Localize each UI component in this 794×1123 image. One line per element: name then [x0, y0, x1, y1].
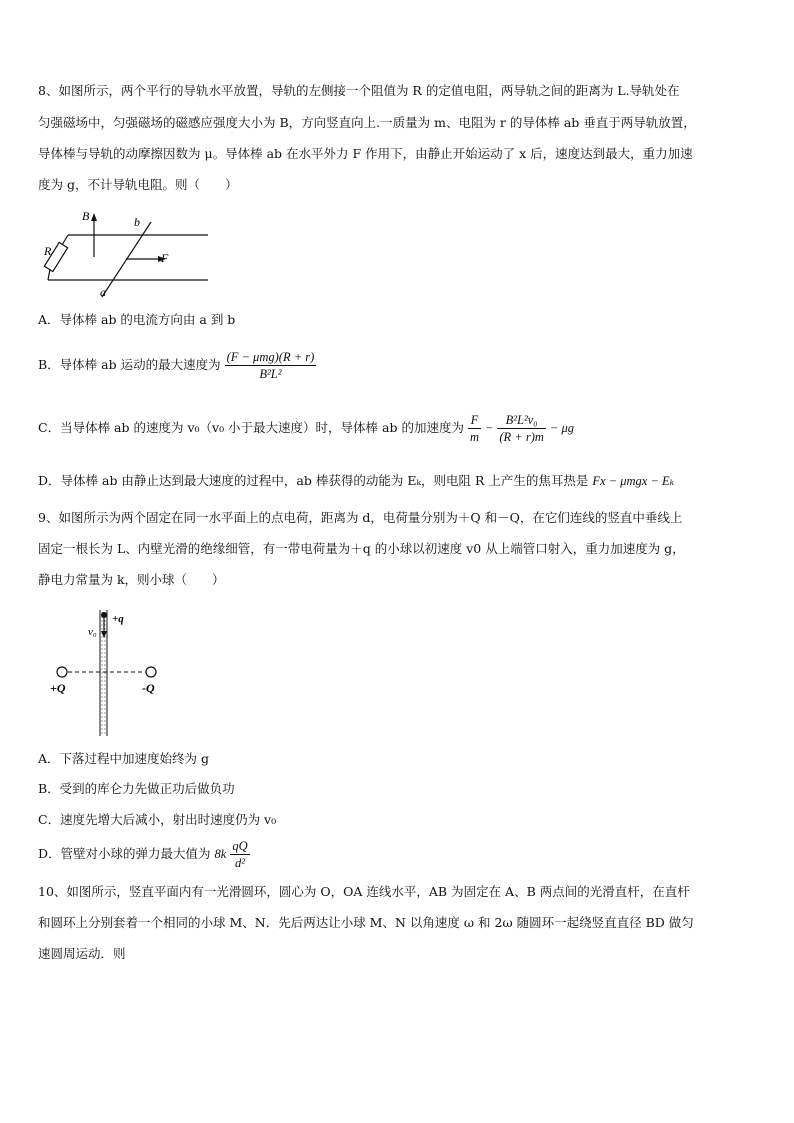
- q8-line-4: 度为 g，不计导轨电阻。则（ ）: [38, 177, 238, 192]
- q8-option-a: A．导体棒 ab 的电流方向由 a 到 b: [38, 312, 236, 327]
- q8-option-c-frac2-num: B²L²v₀: [497, 412, 546, 429]
- q8-option-c: [38, 412, 574, 445]
- q8-label-R: R: [44, 244, 52, 258]
- q9-line-3: 静电力常量为 k，则小球（ ）: [38, 572, 225, 587]
- q10-line-2: 和圆环上分别套着一个相同的小球 M、N．先后两达让小球 M、N 以角速度 ω 和 2ω 随圆环一起绕竖直直径 BD 做匀: [38, 915, 694, 930]
- q9-option-b: B．受到的库仑力先做正功后做负功: [38, 781, 235, 796]
- q10-line-1: 10、如图所示，竖直平面内有一光滑圆环，圆心为 O，OA 连线水平，AB 为固定在 A、B 两点间的光滑直杆，在直杆: [38, 884, 690, 899]
- q8-line-3: 导体棒与导轨的动摩擦因数为 μ。导体棒 ab 在水平外力 F 作用下，由静止开始运动了 x 后，速度达到最大，重力加速: [38, 146, 693, 161]
- q8-option-b: [38, 349, 316, 382]
- q8-option-c-text: C．当导体棒 ab 的速度为 v₀（v₀ 小于最大速度）时，导体棒 ab 的加速度为: [38, 420, 464, 435]
- q8-label-B: B: [82, 209, 90, 223]
- q8-option-c-frac1: [468, 412, 481, 445]
- q8-line-2: 匀强磁场中，匀强磁场的磁感应强度大小为 B，方向竖直向上.一质量为 m、电阻为 r 的导体棒 ab 垂直于两导轨放置，: [38, 115, 696, 130]
- q8-option-b-num: (F − μmg)(R + r): [226, 350, 315, 364]
- q8-option-b-text: B．导体棒 ab 运动的最大速度为: [38, 357, 221, 372]
- q9-line-1: 9、如图所示为两个固定在同一水平面上的点电荷，距离为 d，电荷量分别为＋Q 和－Q，在它们连线的竖直中垂线上: [38, 510, 683, 525]
- q8-option-c-frac1-num: F: [468, 412, 481, 429]
- q8-label-F: F: [161, 251, 169, 265]
- q9-figure-charges: [48, 608, 178, 740]
- q8-option-b-fraction: [225, 349, 317, 382]
- q9-option-d-num: qQ: [232, 839, 248, 853]
- q8-option-d-text: D．导体棒 ab 由静止达到最大速度的过程中，ab 棒获得的动能为 Eₖ，则电阻 R 上产生的焦耳热是: [38, 473, 589, 488]
- q8-option-c-minus: −: [484, 421, 494, 435]
- q8-label-b: b: [134, 215, 140, 229]
- q8-label-a: a: [100, 285, 106, 299]
- q8-line-1: 8、如图所示，两个平行的导轨水平放置，导轨的左侧接一个阻值为 R 的定值电阻，两导轨之间的距离为 L.导轨处在: [38, 83, 680, 98]
- q8-figure-rails: [38, 205, 218, 300]
- q9-label-v0: v₀: [88, 626, 97, 638]
- q9-label-q: +q: [112, 613, 124, 625]
- q8-option-d-expr: Fx − μmgx − Eₖ: [592, 474, 675, 488]
- q8-option-c-frac1-den: m: [469, 430, 479, 444]
- q9-option-d: [38, 838, 250, 871]
- q9-option-d-text: D．管壁对小球的弹力最大值为: [38, 846, 211, 861]
- q9-label-minusQ: -Q: [142, 681, 155, 695]
- q9-label-plusQ: +Q: [50, 681, 66, 695]
- q10-line-3: 速圆周运动．则: [38, 946, 126, 961]
- q8-option-d: [38, 473, 674, 489]
- q8-option-c-frac2-den: (R + r)m: [499, 430, 544, 444]
- q9-option-c: C．速度先增大后减小，射出时速度仍为 v₀: [38, 812, 277, 827]
- q8-option-c-tail: − μg: [549, 421, 575, 435]
- q9-option-d-fraction: [230, 838, 249, 871]
- q9-line-2: 固定一根长为 L、内壁光滑的绝缘细管，有一带电荷量为＋q 的小球以初速度 v0 从上端管口射入，重力加速度为 g，: [38, 541, 685, 556]
- q9-option-d-den: d²: [234, 856, 245, 870]
- q9-option-a: A．下落过程中加速度始终为 g: [38, 751, 210, 766]
- q8-option-c-frac2: [497, 412, 546, 445]
- q9-option-d-coef: 8k: [214, 847, 227, 861]
- q8-option-b-den: B²L²: [259, 367, 282, 381]
